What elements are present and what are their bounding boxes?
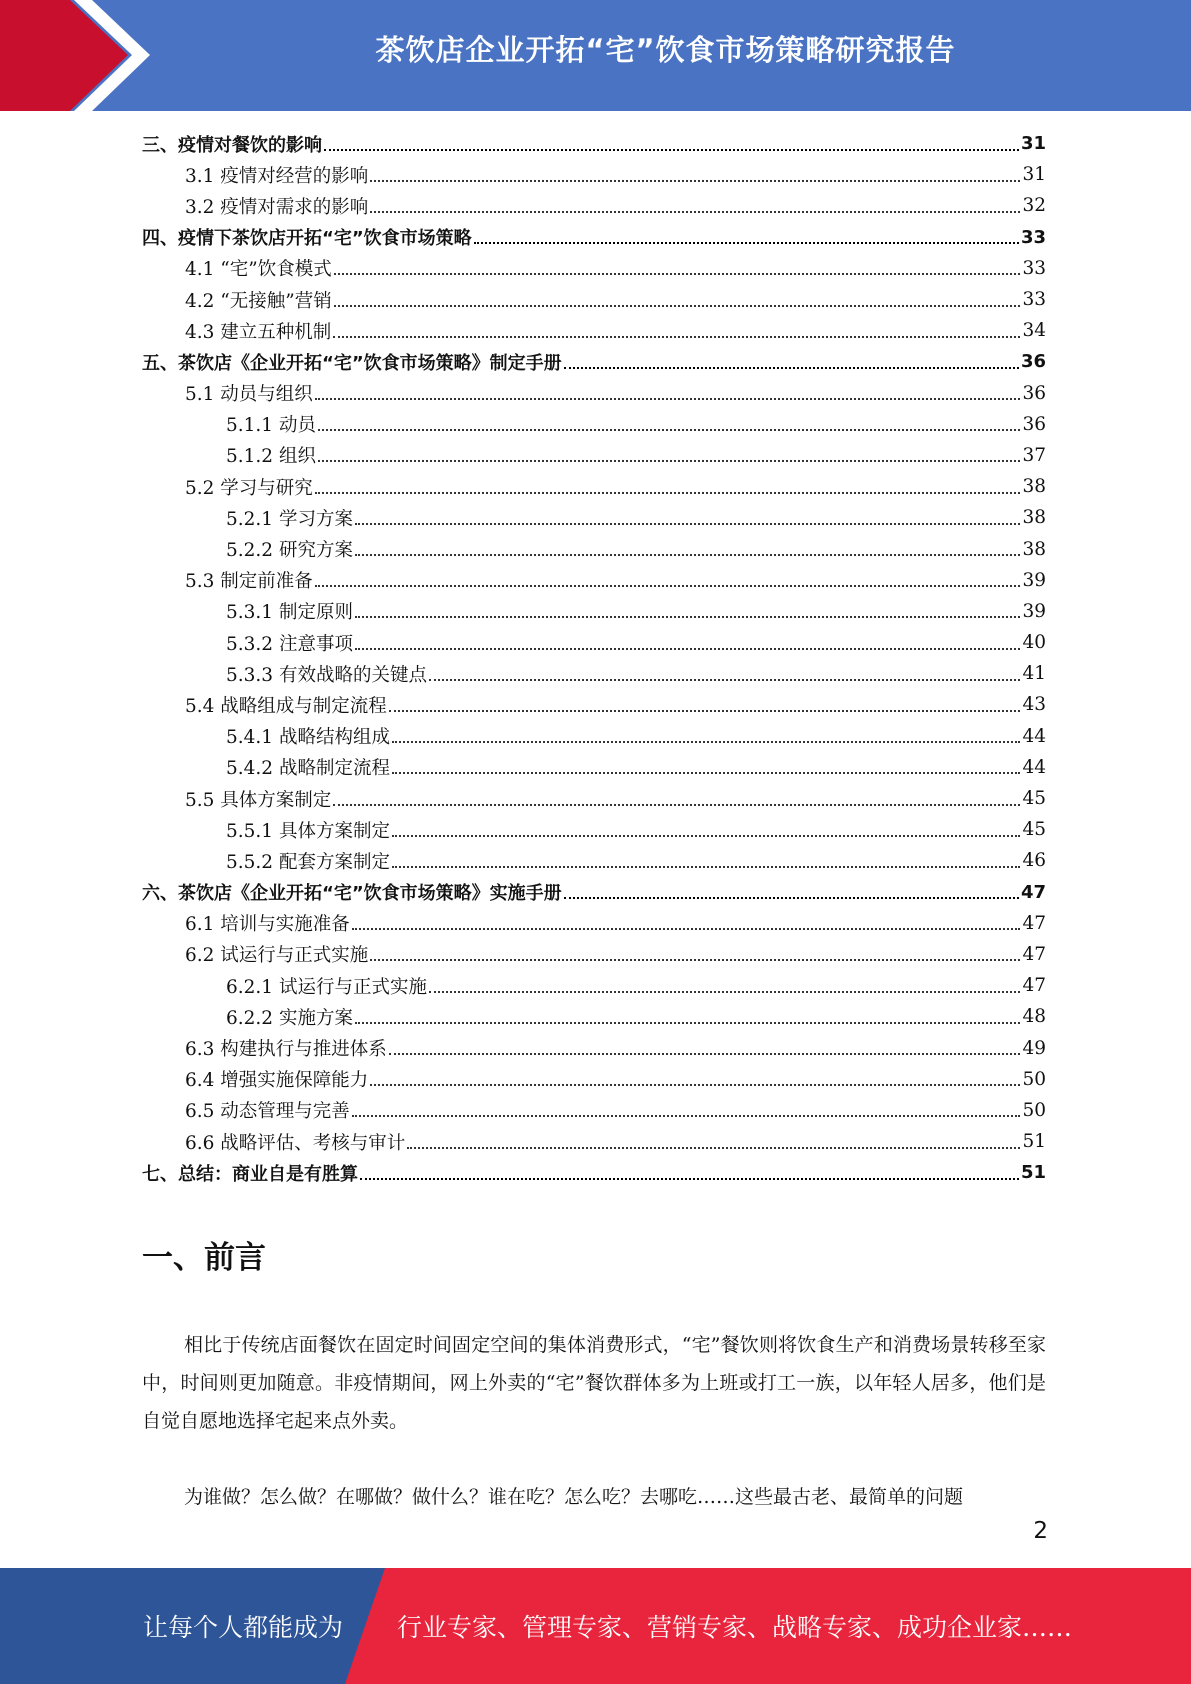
toc-entry[interactable] bbox=[142, 471, 1046, 502]
toc-entry-page: 47 bbox=[1022, 943, 1046, 965]
footer-slogan-left: 让每个人都能成为 bbox=[143, 1613, 344, 1642]
toc-entry-page: 31 bbox=[1022, 164, 1046, 186]
toc-entry-label: 6.5 动态管理与完善 bbox=[185, 1101, 350, 1123]
toc-dot-leader bbox=[429, 679, 1020, 681]
toc-entry-page: 50 bbox=[1022, 1068, 1046, 1090]
toc-entry-page: 50 bbox=[1022, 1099, 1046, 1121]
toc-dot-leader bbox=[324, 149, 1019, 151]
toc-entry-label: 6.2.1 试运行与正式实施 bbox=[226, 976, 427, 998]
toc-dot-leader bbox=[360, 1178, 1019, 1180]
toc-entry[interactable] bbox=[142, 1032, 1046, 1063]
toc-entry-page: 41 bbox=[1022, 663, 1046, 685]
toc-entry-label: 6.2.2 实施方案 bbox=[226, 1007, 353, 1029]
toc-entry[interactable] bbox=[142, 222, 1046, 253]
toc-entry[interactable] bbox=[142, 1126, 1046, 1157]
toc-entry[interactable] bbox=[142, 877, 1046, 908]
toc-entry-label: 四、疫情下茶饮店开拓“宅”饮食市场策略 bbox=[142, 228, 472, 250]
toc-entry-label: 5.5.2 配套方案制定 bbox=[226, 851, 390, 873]
document-title: 茶饮店企业开拓“宅”饮食市场策略研究报告 bbox=[375, 33, 956, 67]
body-paragraph: 相比于传统店面餐饮在固定时间固定空间的集体消费形式，“宅”餐饮则将饮食生产和消费场景转移至家中，时间则更加随意。非疫情期间，网上外卖的“宅”餐饮群体多为上班或打工一族，以年轻人居多，他们是自觉自愿地选择宅起来点外卖。 bbox=[142, 1334, 1046, 1432]
body-paragraph: 为谁做？怎么做？在哪做？做什么？谁在吃？怎么吃？去哪吃……这些最古老、最简单的问题 bbox=[184, 1486, 964, 1508]
toc-entry-label: 5.4 战略组成与制定流程 bbox=[185, 695, 387, 717]
toc-entry[interactable] bbox=[142, 596, 1046, 627]
toc-dot-leader bbox=[318, 429, 1021, 431]
toc-dot-leader bbox=[352, 928, 1021, 930]
toc-dot-leader bbox=[564, 367, 1019, 369]
toc-entry-page: 32 bbox=[1022, 195, 1046, 217]
toc-entry[interactable] bbox=[142, 627, 1046, 658]
toc-entry[interactable] bbox=[142, 378, 1046, 409]
toc-entry-label: 3.1 疫情对经营的影响 bbox=[185, 165, 369, 187]
toc-dot-leader bbox=[370, 1084, 1020, 1086]
toc-entry-label: 5.5 具体方案制定 bbox=[185, 789, 332, 811]
toc-entry-label: 4.1 “宅”饮食模式 bbox=[185, 259, 332, 281]
toc-entry-page: 44 bbox=[1022, 756, 1046, 778]
toc-entry-label: 七、总结：商业自是有胜算 bbox=[142, 1163, 358, 1185]
toc-dot-leader bbox=[355, 648, 1021, 650]
toc-entry[interactable] bbox=[142, 783, 1046, 814]
toc-dot-leader bbox=[392, 835, 1020, 837]
toc-dot-leader bbox=[315, 398, 1021, 400]
toc-entry-page: 39 bbox=[1022, 600, 1046, 622]
toc-entry-page: 45 bbox=[1022, 788, 1046, 810]
toc-entry[interactable] bbox=[142, 1095, 1046, 1126]
toc-entry-label: 6.4 增强实施保障能力 bbox=[185, 1070, 369, 1092]
toc-entry-label: 5.4.1 战略结构组成 bbox=[226, 727, 390, 749]
toc-entry[interactable] bbox=[142, 939, 1046, 970]
toc-dot-leader bbox=[474, 242, 1019, 244]
toc-dot-leader bbox=[355, 554, 1021, 556]
toc-entry-label: 6.6 战略评估、考核与审计 bbox=[185, 1132, 406, 1154]
toc-entry-page: 33 bbox=[1022, 257, 1046, 279]
toc-entry-page: 47 bbox=[1020, 881, 1046, 903]
section-heading: 一、前言 bbox=[142, 1240, 266, 1276]
page-number: 2 bbox=[1033, 1518, 1048, 1544]
toc-entry-page: 31 bbox=[1020, 133, 1046, 155]
toc-dot-leader bbox=[355, 523, 1021, 525]
toc-entry-page: 51 bbox=[1020, 1162, 1046, 1184]
toc-entry-label: 五、茶饮店《企业开拓“宅”饮食市场策略》制定手册 bbox=[142, 352, 562, 374]
toc-entry-label: 5.1.1 动员 bbox=[226, 415, 316, 437]
toc-dot-leader bbox=[333, 804, 1020, 806]
toc-entry-label: 5.3.1 制定原则 bbox=[226, 602, 353, 624]
toc-entry-label: 6.1 培训与实施准备 bbox=[185, 914, 350, 936]
toc-entry[interactable] bbox=[142, 159, 1046, 190]
footer-band bbox=[0, 1568, 1191, 1684]
toc-entry[interactable] bbox=[142, 190, 1046, 221]
toc-entry[interactable] bbox=[142, 908, 1046, 939]
toc-entry-page: 38 bbox=[1022, 476, 1046, 498]
toc-dot-leader bbox=[564, 897, 1019, 899]
toc-entry-label: 5.3 制定前准备 bbox=[185, 571, 313, 593]
toc-entry-page: 45 bbox=[1022, 819, 1046, 841]
toc-entry-label: 6.3 构建执行与推进体系 bbox=[185, 1039, 387, 1061]
toc-entry-label: 6.2 试运行与正式实施 bbox=[185, 945, 369, 967]
toc-dot-leader bbox=[392, 741, 1020, 743]
toc-entry-label: 5.2 学习与研究 bbox=[185, 477, 313, 499]
toc-entry-label: 4.3 建立五种机制 bbox=[185, 321, 332, 343]
toc-dot-leader bbox=[318, 460, 1021, 462]
toc-entry-page: 46 bbox=[1022, 850, 1046, 872]
toc-entry[interactable] bbox=[142, 346, 1046, 377]
toc-entry-page: 40 bbox=[1022, 632, 1046, 654]
toc-entry[interactable] bbox=[142, 689, 1046, 720]
toc-dot-leader bbox=[355, 616, 1021, 618]
toc-dot-leader bbox=[389, 1053, 1021, 1055]
toc-entry[interactable] bbox=[142, 409, 1046, 440]
toc-entry-page: 47 bbox=[1022, 912, 1046, 934]
toc-dot-leader bbox=[429, 991, 1020, 993]
toc-entry[interactable] bbox=[142, 721, 1046, 752]
toc-entry[interactable] bbox=[142, 284, 1046, 315]
toc-entry-label: 3.2 疫情对需求的影响 bbox=[185, 196, 369, 218]
toc-entry-label: 5.1.2 组织 bbox=[226, 446, 316, 468]
toc-entry-page: 37 bbox=[1022, 444, 1046, 466]
toc-entry-label: 5.3.3 有效战略的关键点 bbox=[226, 664, 427, 686]
toc-entry-label: 5.4.2 战略制定流程 bbox=[226, 758, 390, 780]
toc-dot-leader bbox=[407, 1147, 1020, 1149]
toc-entry-label: 5.5.1 具体方案制定 bbox=[226, 820, 390, 842]
toc-entry[interactable] bbox=[142, 1157, 1046, 1188]
toc-entry[interactable] bbox=[142, 845, 1046, 876]
toc-dot-leader bbox=[370, 211, 1020, 213]
toc-entry-page: 39 bbox=[1022, 569, 1046, 591]
toc-dot-leader bbox=[355, 1022, 1021, 1024]
toc-entry-label: 4.2 “无接触”营销 bbox=[185, 290, 332, 312]
toc-entry-label: 三、疫情对餐饮的影响 bbox=[142, 134, 322, 156]
toc-entry[interactable] bbox=[142, 502, 1046, 533]
toc-entry[interactable] bbox=[142, 565, 1046, 596]
toc-entry-label: 5.1 动员与组织 bbox=[185, 384, 313, 406]
toc-entry[interactable] bbox=[142, 752, 1046, 783]
toc-entry[interactable] bbox=[142, 1064, 1046, 1095]
toc-entry-page: 38 bbox=[1022, 507, 1046, 529]
toc-entry[interactable] bbox=[142, 970, 1046, 1001]
toc-entry-page: 43 bbox=[1022, 694, 1046, 716]
toc-entry-label: 5.2.2 研究方案 bbox=[226, 540, 353, 562]
toc-entry-page: 34 bbox=[1022, 320, 1046, 342]
toc-dot-leader bbox=[333, 336, 1020, 338]
toc-dot-leader bbox=[389, 710, 1021, 712]
toc-dot-leader bbox=[334, 305, 1021, 307]
header-band bbox=[0, 0, 1191, 111]
toc-entry[interactable] bbox=[142, 128, 1046, 159]
toc-dot-leader bbox=[392, 866, 1020, 868]
toc-entry-page: 33 bbox=[1022, 289, 1046, 311]
toc-entry[interactable] bbox=[142, 440, 1046, 471]
toc-entry-label: 六、茶饮店《企业开拓“宅”饮食市场策略》实施手册 bbox=[142, 883, 562, 905]
toc-entry[interactable] bbox=[142, 533, 1046, 564]
toc-dot-leader bbox=[370, 959, 1020, 961]
footer-slogan-right: 行业专家、管理专家、营销专家、战略专家、成功企业家…… bbox=[397, 1613, 1073, 1642]
toc-entry-page: 44 bbox=[1022, 725, 1046, 747]
toc-entry-page: 36 bbox=[1022, 382, 1046, 404]
table-of-contents bbox=[142, 128, 1046, 1188]
toc-entry[interactable] bbox=[142, 1001, 1046, 1032]
toc-dot-leader bbox=[334, 273, 1021, 275]
toc-entry-page: 36 bbox=[1020, 351, 1046, 373]
toc-entry-page: 51 bbox=[1022, 1131, 1046, 1153]
toc-entry-page: 49 bbox=[1022, 1037, 1046, 1059]
toc-entry-page: 48 bbox=[1022, 1006, 1046, 1028]
toc-dot-leader bbox=[392, 772, 1020, 774]
toc-entry-label: 5.3.2 注意事项 bbox=[226, 633, 353, 655]
toc-dot-leader bbox=[315, 492, 1021, 494]
toc-entry[interactable] bbox=[142, 814, 1046, 845]
toc-entry[interactable] bbox=[142, 315, 1046, 346]
toc-entry-page: 47 bbox=[1022, 975, 1046, 997]
toc-dot-leader bbox=[352, 1115, 1021, 1117]
toc-entry[interactable] bbox=[142, 658, 1046, 689]
toc-entry-page: 36 bbox=[1022, 413, 1046, 435]
toc-dot-leader bbox=[370, 180, 1020, 182]
toc-entry-label: 5.2.1 学习方案 bbox=[226, 508, 353, 530]
toc-entry-page: 33 bbox=[1020, 226, 1046, 248]
toc-dot-leader bbox=[315, 585, 1021, 587]
toc-entry-page: 38 bbox=[1022, 538, 1046, 560]
toc-entry[interactable] bbox=[142, 253, 1046, 284]
